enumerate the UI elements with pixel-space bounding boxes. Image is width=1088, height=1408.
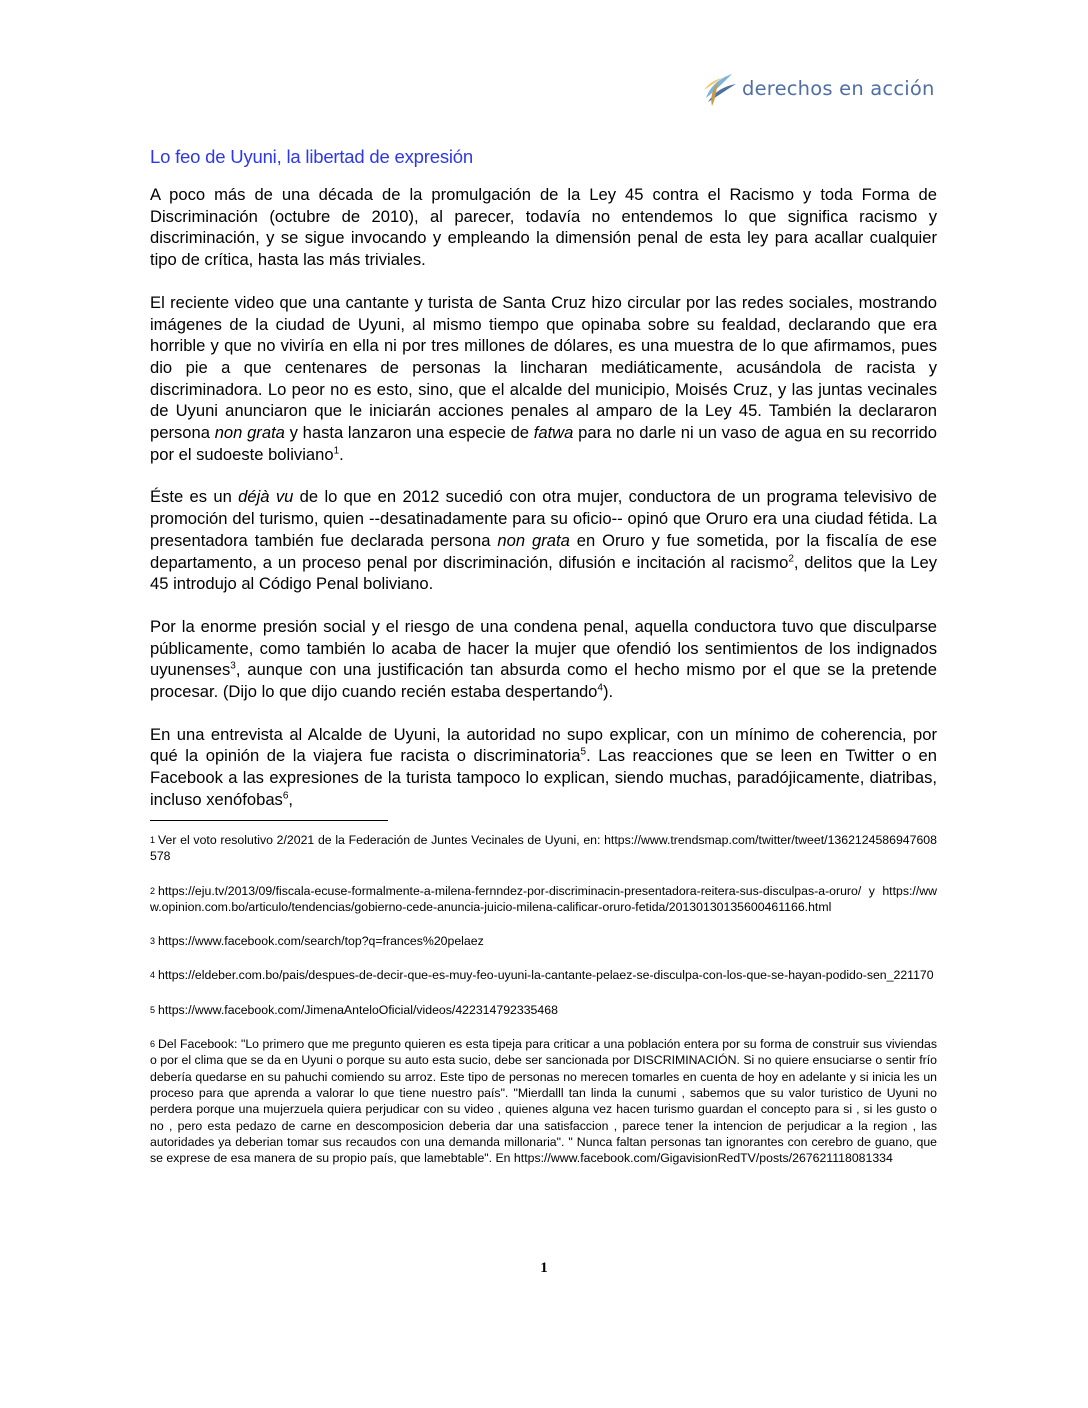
footnote-1: $^1$ Ver el voto resolutivo 2/2021 de la Federación de Juntes Vecinales de Uyuni, en: https://www.trendsmap.com/twitter/tweet/1362124586947608578 (150, 833, 937, 864)
article-title: Lo feo de Uyuni, la libertad de expresión (150, 146, 473, 167)
article-body (150, 184, 937, 832)
paragraph-1: A poco más de una década de la promulgación de la Ley 45 contra el Racismo y toda Forma de Discriminación (octubre de 2010), al parecer, todavía no entendemos lo que significa racismo y discriminación, y se sigue invocando y empleando la dimensión penal de esta ley para acallar cualquier tipo de crítica, hasta las más triviales. (150, 185, 937, 270)
paragraph-2: El reciente video que una cantante y turista de Santa Cruz hizo circular por las redes sociales, mostrando imágenes de la ciudad de Uyuni, al mismo tiempo que opinaba sobre su fealdad, declarando que era horrible y que no viviría en ella ni por tres millones de dólares, es una muestra de lo que afirmamos, pues dio pie a que centenares de personas la lincharan mediáticamente, acusándola de racista y discriminadora. Lo peor no es esto, sino, que el alcalde del municipio, Moisés Cruz, y las juntas vecinales de Uyuni anunciaron que le iniciarán acciones penales al amparo de la Ley 45. También la declararon persona non grata y hasta lanzaron una especie de fatwa para no darle ni un vaso de agua en su recorrido por el sudoeste boliviano$^1$. (150, 292, 937, 464)
brand-name: derechos en acción (742, 76, 935, 100)
footnote-divider (150, 820, 388, 821)
paragraph-3: Éste es un déjà vu de lo que en 2012 sucedió con otra mujer, conductora de un programa televisivo de promoción del turismo, quien --desatinadamente para su oficio-- opinó que Oruro era una ciudad fétida. La presentadora también fue declarada persona non grata en Oruro y fue sometida, por la fiscalía de ese departamento, a un proceso penal por discriminación, difusión e incitación al racismo$^2$, delitos que la Ley 45 introdujo al Código Penal boliviano. (150, 487, 937, 594)
footnote-4: $^4$ https://eldeber.com.bo/pais/despues-de-decir-que-es-muy-feo-uyuni-la-cantante-pelaez-se-disculpa-con-los-que-se-hayan-podido-sen_221170 (150, 968, 934, 983)
footnote-2: $^2$ https://eju.tv/2013/09/fiscala-ecuse-formalmente-a-milena-fernndez-por-discriminacin-presentadora-reitera-sus-disculpas-a-oruro/ y https://www.opinion.com.bo/articulo/tendencias/gobierno-cede-anuncia-juicio-milena-calificar-oruro-fetida/20130130135600461166.html (150, 883, 937, 914)
paragraph-5: En una entrevista al Alcalde de Uyuni, la autoridad no supo explicar, con un mínimo de coherencia, por qué la opinión de la viajera fue racista o discriminatoria$^5$. Las reacciones que se leen en Twitter o en Facebook a las expresiones de la turista tampoco lo explican, siendo muchas, paradójicamente, diatribas, incluso xenófobas$^6$, (150, 724, 937, 809)
brand-logo (702, 66, 942, 110)
paragraph-4: Por la enorme presión social y el riesgo de una condena penal, aquella conductora tuvo que disculparse públicamente, como también lo acaba de hacer la mujer que ofendió los sentimientos de los indignados uyunenses$^3$, aunque con una justificación tan absurda como el hecho mismo por el que se la pretende procesar. (Dijo lo que dijo cuando recién estaba despertando$^4$). (150, 616, 937, 702)
footnote-ref-3[interactable]: 3 (230, 660, 236, 672)
footnote-6: $^6$ Del Facebook: "Lo primero que me pregunto quieren es esta tipeja para criticar a una población entera por su forma de construir sus viviendas o por el clima que se da en Uyuni o porque su auto esta sucio, debe ser sancionada por DISCRIMINACIÓN. Si no quiere ensuciarse o sentir frío debería quedarse en su pahuchi comiendo su arroz. Este tipo de personas no merecen tomarles en cuenta de hoy en adelante y si inicia les un proceso para que aprenda a valorar lo que tiene nuestro país". "Mierdalll tan linda la cunumi , sabemos que su valor turistico de Uyuni no perdera porque una mujerzuela quiera perjudicar con su video , quienes alguna vez hacen turismo guardan el concepto para si , si les gusto o no , pero esta pedazo de carne en descomposicion deberia dar una satisfaccion , parece tener la intencion de perjudicar a la region , las autoridades ya deberian tomar sus recaudos con una demanda millonaria". " Nunca faltan personas tan ignorantes con cerebro de guano, que se exprese de esa manera de su propio país, que lamebtable". En https://www.facebook.com/GigavisionRedTV/posts/267621118081334 (150, 1037, 937, 1166)
footnote-ref-4[interactable]: 4 (597, 682, 603, 694)
footnote-ref-2[interactable]: 2 (788, 553, 794, 565)
footnotes (150, 832, 937, 1184)
footnote-3: $^3$ https://www.facebook.com/search/top?q=frances%20pelaez (150, 934, 484, 949)
footnote-5: $^5$ https://www.facebook.com/JimenaAnteloOficial/videos/422314792335468 (150, 1002, 558, 1017)
footnote-ref-6[interactable]: 6 (282, 790, 289, 802)
footnote-ref-1[interactable]: 1 (333, 445, 340, 457)
page-number: 1 (540, 1260, 548, 1276)
leaf-logo-icon (702, 68, 738, 108)
footnote-ref-5[interactable]: 5 (580, 746, 587, 758)
